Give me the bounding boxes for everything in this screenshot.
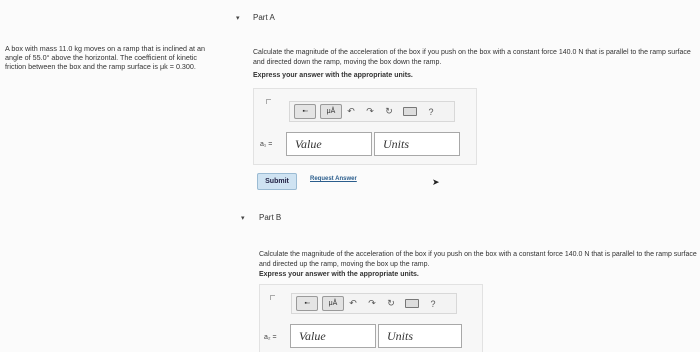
template-icon: ▪▫ — [302, 108, 308, 115]
mu-units-button[interactable] — [320, 104, 342, 119]
template-button[interactable] — [294, 104, 316, 119]
undo-icon[interactable]: ↶ — [347, 106, 355, 116]
keyboard-icon[interactable] — [405, 299, 419, 308]
part-a-title[interactable]: Part A — [253, 13, 275, 22]
part-b-instruction: Express your answer with the appropriate units. — [259, 271, 419, 278]
part-b-question: Calculate the magnitude of the acceleration of the box if you push on the box with a constant force 140.0 N that is parallel to the ramp surface and directed up the ramp, moving the box up the ramp. — [259, 251, 697, 268]
redo-icon[interactable]: ↷ — [366, 106, 374, 116]
part-b-variable-label: a₂ = — [264, 334, 277, 341]
part-b-value-input[interactable]: Value — [290, 324, 376, 348]
part-a-request-answer-link[interactable]: Request Answer — [310, 176, 357, 182]
undo-icon[interactable]: ↶ — [349, 298, 357, 308]
reset-icon[interactable]: ↻ — [385, 106, 393, 116]
part-a-collapse-icon[interactable]: ▾ — [236, 15, 240, 22]
part-a-question: Calculate the magnitude of the acceleration of the box if you push on the box with a constant force 140.0 N that is parallel to the ramp surface and directed down the ramp, moving the box down the ramp. — [253, 49, 691, 66]
part-a-submit-button[interactable]: Submit — [257, 173, 297, 190]
part-b-title[interactable]: Part B — [259, 213, 282, 222]
part-b-collapse-icon[interactable]: ▾ — [241, 215, 245, 222]
mu-angstrom-icon: μÅ — [328, 300, 338, 307]
help-icon[interactable]: ? — [428, 106, 434, 117]
mu-units-button[interactable] — [322, 296, 344, 311]
part-b-units-input[interactable]: Units — [378, 324, 462, 348]
keyboard-icon[interactable] — [403, 107, 417, 116]
reset-icon[interactable]: ↻ — [387, 298, 395, 308]
problem-statement: A box with mass 11.0 kg moves on a ramp that is inclined at an angle of 55.0° above the horizontal. The coefficient of kinetic friction between the box and the ramp surface is μk = 0.300. — [5, 44, 206, 71]
part-a-value-input[interactable]: Value — [286, 132, 372, 156]
help-icon[interactable]: ? — [430, 298, 436, 309]
template-button[interactable] — [296, 296, 318, 311]
part-a-instruction: Express your answer with the appropriate units. — [253, 72, 413, 79]
mouse-cursor-icon: ➤ — [432, 177, 440, 187]
mu-angstrom-icon: μÅ — [326, 108, 336, 115]
part-a-variable-label: a₁ = — [260, 141, 273, 148]
part-b-equation-toolbar — [291, 293, 457, 314]
template-icon: ▪▫ — [304, 300, 310, 307]
part-a-units-input[interactable]: Units — [374, 132, 460, 156]
redo-icon[interactable]: ↷ — [368, 298, 376, 308]
part-a-equation-toolbar — [289, 101, 455, 122]
part-b-drag-handle[interactable] — [270, 295, 275, 300]
part-a-drag-handle[interactable] — [266, 99, 271, 104]
